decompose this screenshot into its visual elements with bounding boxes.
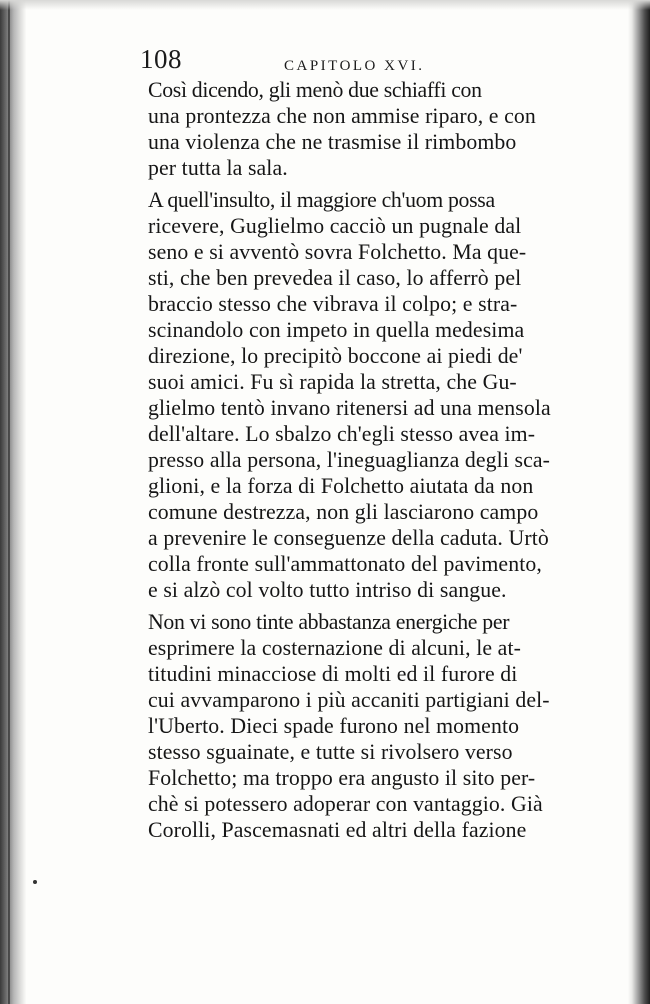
text-line: una violenza che ne trasmise il rimbombo bbox=[148, 130, 517, 154]
text-line: seno e si avventò sovra Folchetto. Ma que- bbox=[148, 240, 527, 264]
text-line: A quell'insulto, il maggiore ch'uom possa bbox=[148, 188, 495, 212]
text-line: a prevenire le conseguenze della caduta. Urtò bbox=[148, 526, 549, 550]
text-line: titudini minacciose di molti ed il furore di bbox=[148, 662, 518, 686]
text-line: glioni, e la forza di Folchetto aiutata da non bbox=[148, 474, 534, 498]
text-line: chè si potessero adoperar con vantaggio. Già bbox=[148, 792, 543, 816]
text-line: per tutta la sala. bbox=[148, 156, 288, 180]
paragraph bbox=[134, 77, 562, 181]
binding-edge-line bbox=[8, 0, 10, 1004]
text-line: Così dicendo, gli menò due schiaffi con bbox=[148, 78, 482, 102]
text-line: esprimere la costernazione di alcuni, le at- bbox=[148, 636, 521, 660]
text-line: cui avvamparono i più accaniti partigiani del- bbox=[148, 688, 550, 712]
chapter-title: CAPITOLO XVI. bbox=[284, 58, 425, 74]
text-line: scinandolo con impeto in quella medesima bbox=[148, 318, 525, 342]
text-line: comune destrezza, non gli lasciarono campo bbox=[148, 500, 539, 524]
text-line: direzione, lo precipitò boccone ai piedi de' bbox=[148, 344, 523, 368]
text-line: dell'altare. Lo sbalzo ch'egli stesso avea im- bbox=[148, 422, 536, 446]
book-binding-shadow bbox=[0, 0, 26, 1004]
text-line: una prontezza che non ammise riparo, e con bbox=[148, 104, 536, 128]
text-line: Folchetto; ma troppo era angusto il sito per- bbox=[148, 766, 536, 790]
text-line: glielmo tentò invano ritenersi ad una mensola bbox=[148, 396, 551, 420]
page-top-shadow bbox=[0, 0, 650, 10]
text-line: colla fronte sull'ammattonato del pavimento, bbox=[148, 552, 542, 576]
text-line: Non vi sono tinte abbastanza energiche per bbox=[148, 610, 510, 634]
body-text bbox=[134, 77, 562, 843]
text-line: braccio stesso che vibrava il colpo; e stra- bbox=[148, 292, 518, 316]
text-line: l'Uberto. Dieci spade furono nel momento bbox=[148, 714, 520, 738]
running-header bbox=[134, 44, 564, 80]
paragraph bbox=[134, 187, 562, 603]
text-line: presso alla persona, l'ineguaglianza degli sca- bbox=[148, 448, 551, 472]
text-line: stesso sguainate, e tutte si rivolsero verso bbox=[148, 740, 513, 764]
paragraph bbox=[134, 609, 562, 843]
page-number: 108 bbox=[140, 44, 182, 74]
page-edge-shadow bbox=[628, 0, 650, 1004]
text-line: Corolli, Pascemasnati ed altri della fazione bbox=[148, 818, 527, 842]
text-line: ricevere, Guglielmo cacciò un pugnale dal bbox=[148, 214, 522, 238]
text-line: sti, che ben prevedea il caso, lo afferrò pel bbox=[148, 266, 522, 290]
ink-speck bbox=[33, 880, 37, 884]
text-line: e si alzò col volto tutto intriso di sangue. bbox=[148, 578, 507, 602]
text-line: suoi amici. Fu sì rapida la stretta, che Gu- bbox=[148, 370, 517, 394]
